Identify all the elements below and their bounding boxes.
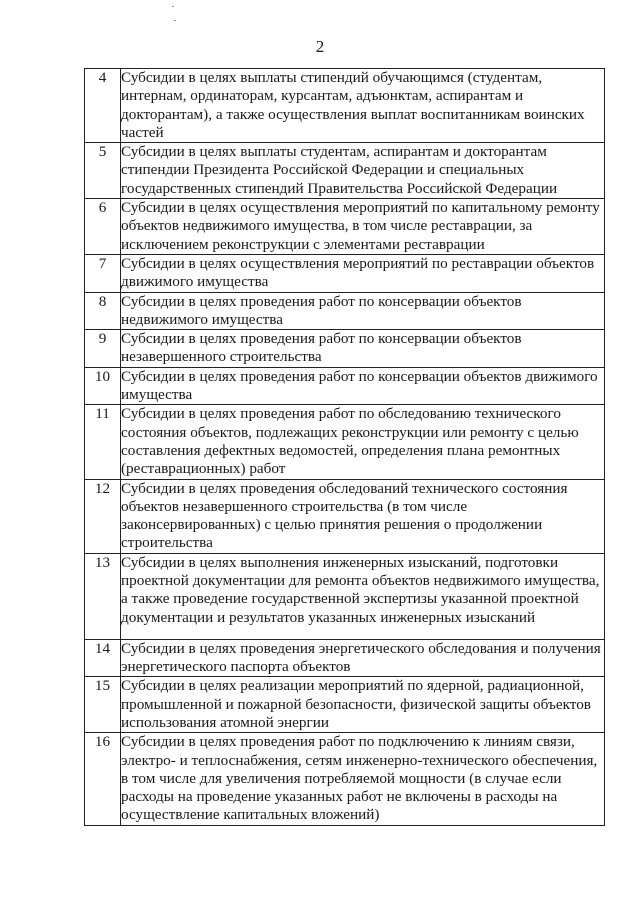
row-text: Субсидии в целях проведения работ по подключению к линиям связи, электро- и теплоснабжения, сетям инженерно-технического обеспечения, в том числе для увеличения потребляемой мощности (в случае если расходы на проведение указанных работ не включены в расходы на осуществление капитальных вложений) — [121, 733, 605, 825]
scan-artifact — [174, 20, 176, 21]
row-number: 8 — [85, 292, 121, 330]
row-number: 15 — [85, 677, 121, 733]
table-row — [85, 733, 605, 825]
table-row — [85, 69, 605, 143]
table-row — [85, 639, 605, 677]
row-number: 11 — [85, 405, 121, 479]
row-number: 12 — [85, 479, 121, 553]
row-number: 6 — [85, 199, 121, 255]
row-number: 14 — [85, 639, 121, 677]
row-text: Субсидии в целях проведения работ по обследованию технического состояния объектов, подлежащих реконструкции или ремонту с целью составления дефектных ведомостей, определения плана ремонтных (реставрационных) работ — [121, 405, 605, 479]
table-row — [85, 199, 605, 255]
row-text: Субсидии в целях выполнения инженерных изысканий, подготовки проектной документации для ремонта объектов недвижимого имущества, а также проведение государственной экспертизы указанной проектной документации и результатов указанных инженерных изысканий — [121, 553, 605, 639]
table-row — [85, 330, 605, 368]
row-text: Субсидии в целях выплаты стипендий обучающимся (студентам, интернам, ординаторам, курсантам, адъюнктам, аспирантам и докторантам), а также осуществления выплат воспитанникам воинских частей — [121, 69, 605, 143]
row-text: Субсидии в целях проведения обследований технического состояния объектов незавершенного строительства (в том числе законсервированных) с целью принятия решения о продолжении строительства — [121, 479, 605, 553]
table-row — [85, 405, 605, 479]
row-text: Субсидии в целях проведения работ по консервации объектов недвижимого имущества — [121, 292, 605, 330]
table-row — [85, 553, 605, 639]
row-text: Субсидии в целях осуществления мероприятий по реставрации объектов движимого имущества — [121, 254, 605, 292]
row-text: Субсидии в целях проведения работ по консервации объектов незавершенного строительства — [121, 330, 605, 368]
row-text: Субсидии в целях проведения работ по консервации объектов движимого имущества — [121, 367, 605, 405]
row-number: 16 — [85, 733, 121, 825]
table-row — [85, 292, 605, 330]
row-text: Субсидии в целях проведения энергетического обследования и получения энергетического паспорта объектов — [121, 639, 605, 677]
scan-artifact — [172, 6, 174, 7]
table-row — [85, 254, 605, 292]
row-text: Субсидии в целях осуществления мероприятий по капитальному ремонту объектов недвижимого имущества, в том числе реставрации, за исключением реконструкции с элементами реставрации — [121, 199, 605, 255]
row-text: Субсидии в целях выплаты студентам, аспирантам и докторантам стипендии Президента Российской Федерации и специальных государственных стипендий Правительства Российской Федерации — [121, 143, 605, 199]
row-text: Субсидии в целях реализации мероприятий по ядерной, радиационной, промышленной и пожарной безопасности, физической защиты объектов использования атомной энергии — [121, 677, 605, 733]
table-row — [85, 479, 605, 553]
row-number: 7 — [85, 254, 121, 292]
page-number: 2 — [315, 37, 325, 56]
table-row — [85, 143, 605, 199]
table-row — [85, 677, 605, 733]
row-number: 9 — [85, 330, 121, 368]
table-row — [85, 367, 605, 405]
row-number: 5 — [85, 143, 121, 199]
row-number: 13 — [85, 553, 121, 639]
row-number: 10 — [85, 367, 121, 405]
row-number: 4 — [85, 69, 121, 143]
subsidy-table — [84, 68, 605, 826]
